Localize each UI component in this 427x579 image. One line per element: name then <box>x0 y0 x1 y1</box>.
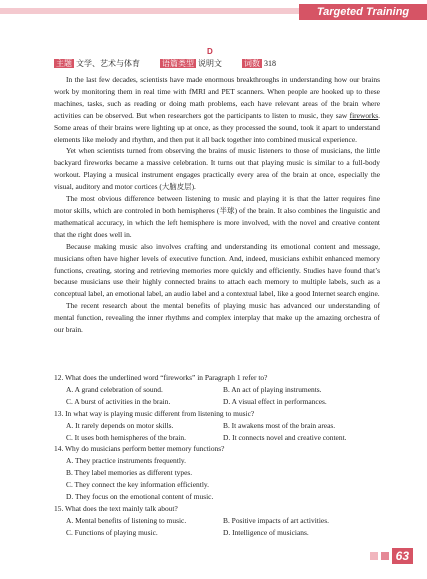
option-b: B. An act of playing instruments. <box>223 384 322 394</box>
header-stripe <box>0 8 300 14</box>
option-b: B. Positive impacts of art activities. <box>223 515 329 525</box>
wordcount-label: 词数 <box>244 59 260 68</box>
options <box>54 420 380 444</box>
reading-passage <box>54 74 380 336</box>
option-a: A. A grand celebration of sound. <box>66 384 163 394</box>
option-d: D. They focus on the emotional content of music. <box>66 492 214 502</box>
question-14 <box>54 443 380 503</box>
question-stem: 12. What does the underlined word “fireworks” in Paragraph 1 refer to? <box>54 373 268 382</box>
section-letter: D <box>207 47 213 56</box>
option-c: C. Functions of playing music. <box>66 527 158 537</box>
option-c: C. They connect the key information efficiently. <box>66 480 209 490</box>
options <box>54 455 380 503</box>
theme-value: 文学、艺术与体育 <box>76 59 140 68</box>
paragraph-1-text-b: . Some areas of their brains were lighting up at once, as they processed the sound, took it apart to understand elements like melody and rhythm, and then put it all back together into combined musical experience. <box>54 110 380 144</box>
paragraph-1-text-a: In the last few decades, scientists have made enormous breakthroughs in understanding how our brains work by monitoring them in real time with fMRI and PET scanners. When people are hooked up to these machines, tasks, such as reading or doing math problems, each have relevant areas of the brain where activities can be observed. But when researchers got the participants to listen to music, they saw <box>54 75 380 120</box>
genre-label: 语篇类型 <box>162 59 194 68</box>
option-d: D. It connects novel and creative content. <box>223 432 347 442</box>
section-tag: Targeted Training <box>299 4 427 20</box>
paragraph-2: Yet when scientists turned from observing the brains of music listeners to those of musicians, the little backyard fireworks became a massive celebration. It turns out that playing music is similar to a full-body workout. Playing a musical instrument engages practically every area of the brain at once, especially the visual, auditory and motor cortices (大脑皮层). <box>54 146 380 192</box>
page-number: 63 <box>392 548 413 564</box>
option-b: B. It awakens most of the brain areas. <box>223 420 336 430</box>
option-a: A. Mental benefits of listening to music. <box>66 515 187 525</box>
option-d: D. Intelligence of musicians. <box>223 527 309 537</box>
option-d: D. A visual effect in performances. <box>223 396 327 406</box>
passage-meta <box>54 58 276 69</box>
page-footer <box>370 547 413 565</box>
paragraph-5: The recent research about the mental benefits of playing music has advanced our understanding of mental function, revealing the inner rhythms and complex interplay that make up the amazing orchestra of our brain. <box>54 301 380 335</box>
question-stem: 13. In what way is playing music different from listening to music? <box>54 408 255 418</box>
decor-square <box>381 552 389 560</box>
header-bar <box>0 0 427 22</box>
question-12 <box>54 372 380 408</box>
question-list <box>54 372 380 539</box>
theme-label: 主题 <box>56 59 72 68</box>
paragraph-4: Because making music also involves crafting and understanding its emotional content and message, musicians often have higher levels of executive function. And, indeed, musicians exhibit enhanced memory functions, creating, storing and retrieving memories more quickly and efficiently. Studies have found that’s because musicians use their highly connected brains to attach each memory to multiple labels, such as a conceptual label, an emotional label, an audio label and a contextual label, like a good Internet search engine. <box>54 241 380 299</box>
question-stem: 14. Why do musicians perform better memory functions? <box>54 444 225 454</box>
option-b: B. They label memories as different types. <box>66 468 193 478</box>
option-a: A. They practice instruments frequently. <box>66 456 186 466</box>
question-stem: 15. What does the text mainly talk about? <box>54 503 178 513</box>
option-c: C. It uses both hemispheres of the brain. <box>66 432 187 442</box>
underlined-word: fireworks <box>349 110 379 120</box>
wordcount-value: 318 <box>264 59 276 68</box>
decor-square <box>370 552 378 560</box>
question-15 <box>54 503 380 539</box>
paragraph-3: The most obvious difference between listening to music and playing it is that the latter requires fine motor skills, which are controled in both hemispheres (半球) of the brain. It also combines the linguistic and mathematical accuracy, in which the left hemisphere is more involved, with the novel and creative content that the right does well in. <box>54 194 380 239</box>
option-a: A. It rarely depends on motor skills. <box>66 420 174 430</box>
option-c: C. A burst of activities in the brain. <box>66 396 171 406</box>
options <box>54 384 380 408</box>
options <box>54 515 380 539</box>
question-13 <box>54 408 380 444</box>
genre-value: 说明文 <box>198 59 222 68</box>
paragraph-1 <box>54 74 380 145</box>
